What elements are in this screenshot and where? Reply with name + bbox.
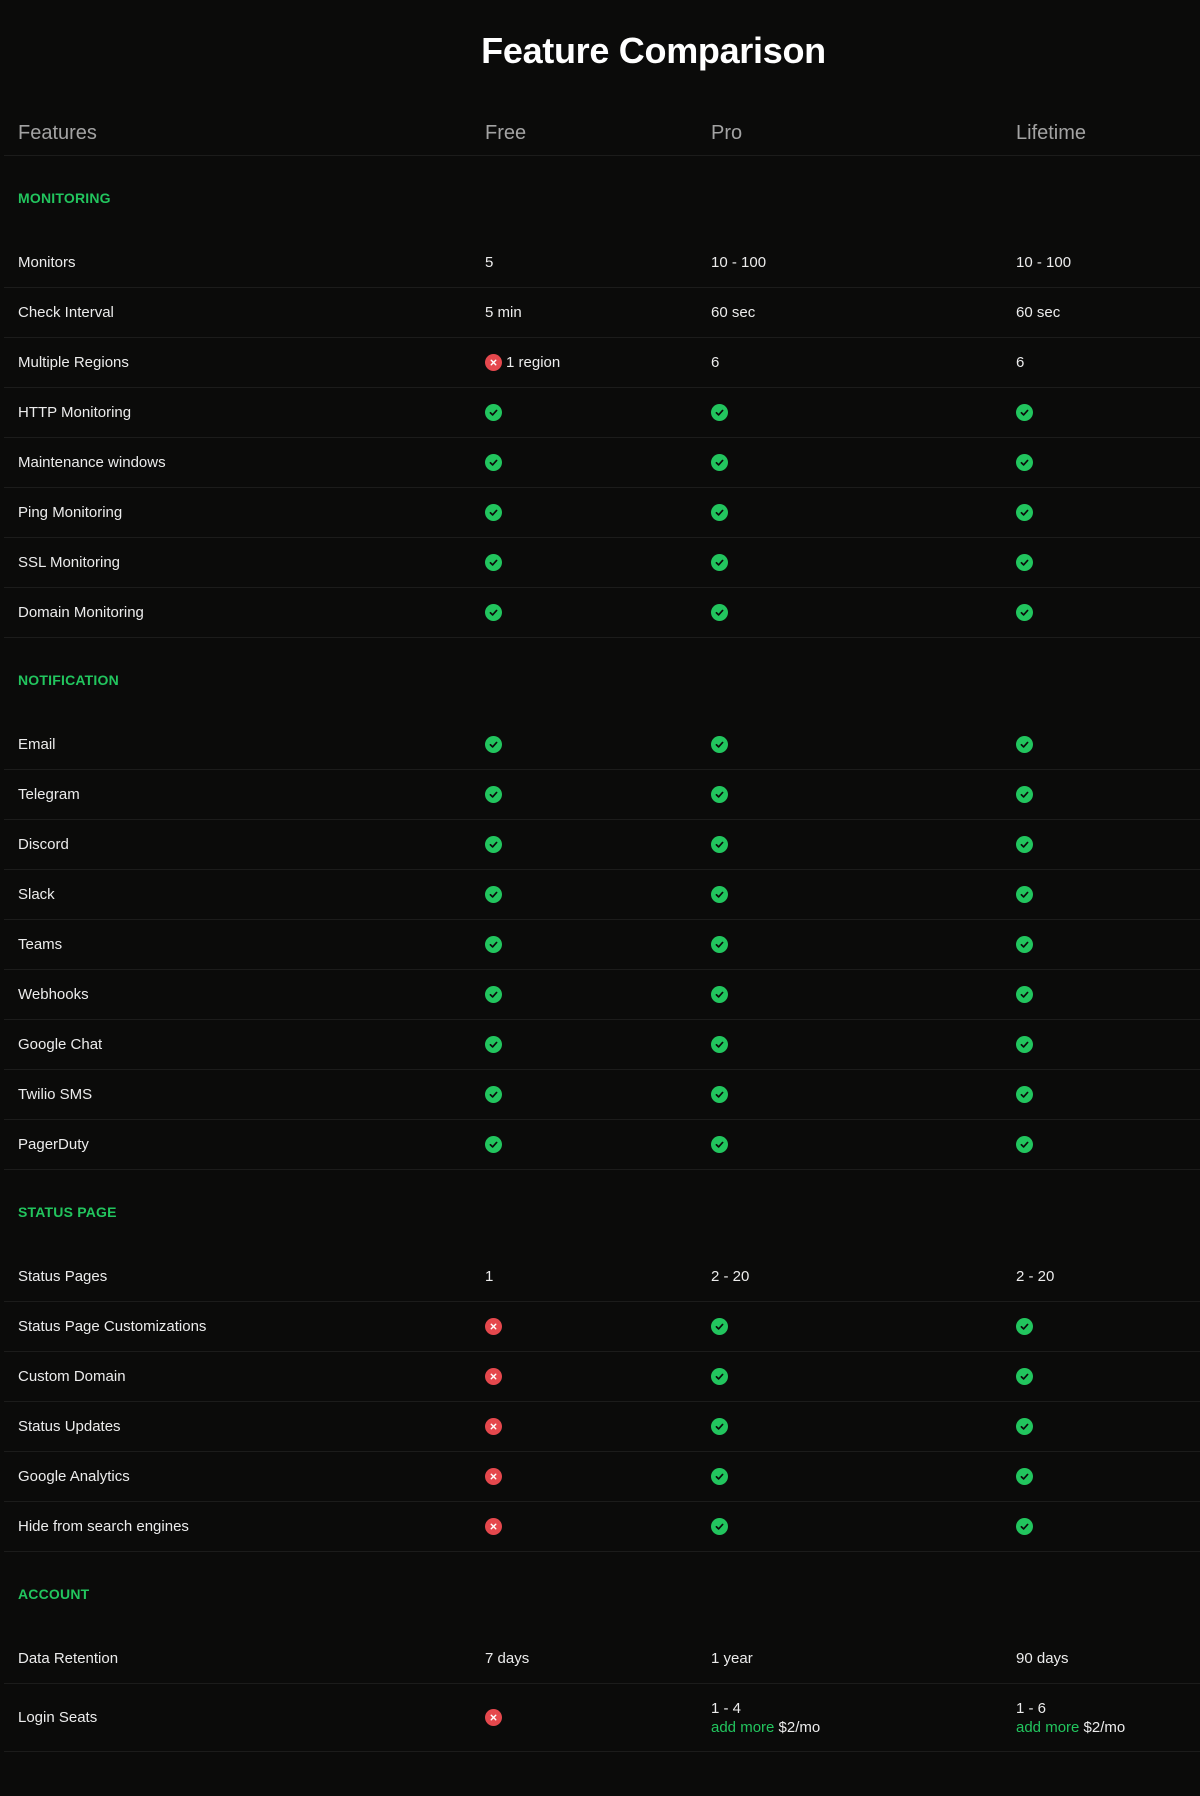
cell-pro (711, 438, 728, 487)
cell-value: 1 - 6 (1016, 1699, 1047, 1717)
add-more-line (1016, 1718, 1125, 1737)
header-pro: Pro (711, 122, 743, 144)
cell-pro (711, 770, 728, 819)
cell-value: 5 (485, 254, 494, 271)
section-header-row (4, 1170, 1200, 1252)
check-circle-icon (1016, 886, 1033, 903)
cell-lifetime (1016, 1452, 1033, 1501)
cell-free (485, 288, 522, 337)
cell-lifetime (1016, 238, 1071, 287)
cell-lifetime (1016, 538, 1033, 587)
check-circle-icon (1016, 1136, 1033, 1153)
cell-lifetime (1016, 1352, 1033, 1401)
x-circle-icon (485, 1518, 502, 1535)
check-circle-icon (485, 404, 502, 421)
cell-pro (711, 1070, 728, 1119)
cell-pro (711, 488, 728, 537)
cell-value: 1 (485, 1268, 494, 1285)
table-row (4, 588, 1200, 638)
cell-pro (711, 1402, 728, 1451)
table-row (4, 1452, 1200, 1502)
cell-pro (711, 1634, 753, 1683)
check-circle-icon (1016, 736, 1033, 753)
feature-label: Discord (18, 836, 69, 853)
check-circle-icon (485, 1086, 502, 1103)
cell-pro (711, 1684, 820, 1751)
cell-free (485, 1302, 502, 1351)
table-row (4, 1502, 1200, 1552)
check-circle-icon (1016, 1318, 1033, 1335)
feature-label: HTTP Monitoring (18, 404, 132, 421)
check-circle-icon (485, 786, 502, 803)
cell-lifetime (1016, 1634, 1069, 1683)
x-circle-icon (485, 1318, 502, 1335)
cell-lifetime (1016, 970, 1033, 1019)
cell-pro (711, 720, 728, 769)
add-more-link[interactable]: add more (711, 1718, 775, 1736)
table-row (4, 720, 1200, 770)
cell-free (485, 538, 502, 587)
check-circle-icon (1016, 454, 1033, 471)
check-circle-icon (711, 936, 728, 953)
feature-label: Teams (18, 936, 63, 953)
page-title: Feature Comparison (481, 30, 826, 71)
cell-free (485, 1352, 502, 1401)
table-row (4, 1120, 1200, 1170)
cell-pro (711, 1452, 728, 1501)
cell-free (485, 770, 502, 819)
x-circle-icon (485, 1468, 502, 1485)
cell-value: 60 sec (711, 304, 756, 321)
add-more-link[interactable]: add more (1016, 1718, 1080, 1736)
feature-label: Telegram (18, 786, 80, 803)
check-circle-icon (711, 554, 728, 571)
x-circle-icon (485, 1709, 502, 1726)
cell-free (485, 870, 502, 919)
check-circle-icon (711, 454, 728, 471)
check-circle-icon (1016, 554, 1033, 571)
cell-lifetime (1016, 338, 1024, 387)
cell-free (485, 388, 502, 437)
check-circle-icon (1016, 604, 1033, 621)
cell-lifetime (1016, 1502, 1033, 1551)
cell-lifetime (1016, 1020, 1033, 1069)
seat-price: $2/mo (778, 1718, 821, 1736)
check-circle-icon (711, 786, 728, 803)
cell-pro (711, 970, 728, 1019)
table-row (4, 870, 1200, 920)
check-circle-icon (1016, 504, 1033, 521)
feature-label: Google Analytics (18, 1468, 130, 1485)
table-row (4, 970, 1200, 1020)
cell-free (485, 1120, 502, 1169)
check-circle-icon (485, 936, 502, 953)
check-circle-icon (1016, 1086, 1033, 1103)
cell-pro (711, 388, 728, 437)
feature-label: Google Chat (18, 1036, 103, 1053)
feature-label: Ping Monitoring (18, 504, 123, 521)
cell-value: 5 min (485, 304, 522, 321)
cell-free (485, 1502, 502, 1551)
feature-label: Data Retention (18, 1650, 119, 1667)
check-circle-icon (711, 1086, 728, 1103)
check-circle-icon (711, 1518, 728, 1535)
table-row (4, 1302, 1200, 1352)
check-circle-icon (485, 736, 502, 753)
check-circle-icon (711, 836, 728, 853)
check-circle-icon (1016, 1518, 1033, 1535)
section-header-row (4, 156, 1200, 238)
cell-free (485, 1452, 502, 1501)
cell-value: 90 days (1016, 1650, 1069, 1667)
cell-lifetime (1016, 1302, 1033, 1351)
feature-label: Status Updates (18, 1418, 121, 1435)
section-title: NOTIFICATION (18, 672, 119, 688)
cell-free (485, 970, 502, 1019)
feature-label: Status Page Customizations (18, 1318, 207, 1335)
feature-label: Status Pages (18, 1268, 108, 1285)
check-circle-icon (1016, 1036, 1033, 1053)
feature-label: Custom Domain (18, 1368, 126, 1385)
cell-pro (711, 1302, 728, 1351)
cell-free (485, 438, 502, 487)
cell-pro (711, 1502, 728, 1551)
cell-lifetime (1016, 388, 1033, 437)
table-row (4, 1070, 1200, 1120)
check-circle-icon (485, 554, 502, 571)
cell-free (485, 338, 560, 387)
cell-free (485, 488, 502, 537)
feature-label: Multiple Regions (18, 354, 129, 371)
cell-lifetime (1016, 1120, 1033, 1169)
table-row (4, 288, 1200, 338)
feature-label: Twilio SMS (18, 1086, 93, 1103)
check-circle-icon (1016, 936, 1033, 953)
feature-label: Slack (18, 886, 55, 903)
feature-label: Monitors (18, 254, 76, 271)
cell-pro (711, 820, 728, 869)
cell-lifetime (1016, 720, 1033, 769)
x-circle-icon (485, 354, 502, 371)
cell-free (485, 1684, 502, 1751)
feature-label: Webhooks (18, 986, 89, 1003)
table-row (4, 1684, 1200, 1752)
cell-free (485, 820, 502, 869)
check-circle-icon (485, 1036, 502, 1053)
check-circle-icon (711, 1136, 728, 1153)
table-row (4, 338, 1200, 388)
feature-label: Check Interval (18, 304, 114, 321)
cell-lifetime (1016, 870, 1033, 919)
check-circle-icon (1016, 836, 1033, 853)
check-circle-icon (711, 736, 728, 753)
check-circle-icon (711, 504, 728, 521)
cell-free (485, 588, 502, 637)
check-circle-icon (485, 886, 502, 903)
section-header-row (4, 638, 1200, 720)
cell-pro (711, 870, 728, 919)
table-row (4, 488, 1200, 538)
cell-pro (711, 1352, 728, 1401)
cell-free (485, 238, 493, 287)
add-more-line (711, 1718, 820, 1737)
check-circle-icon (485, 454, 502, 471)
cell-stack (711, 1699, 820, 1737)
cell-value: 7 days (485, 1650, 530, 1667)
table-row (4, 238, 1200, 288)
header-free: Free (485, 122, 527, 144)
table-row (4, 770, 1200, 820)
check-circle-icon (485, 836, 502, 853)
table-header-row (4, 108, 1200, 156)
check-circle-icon (1016, 1418, 1033, 1435)
check-circle-icon (1016, 986, 1033, 1003)
x-circle-icon (485, 1368, 502, 1385)
table-row (4, 820, 1200, 870)
cell-pro (711, 238, 766, 287)
cell-value: 6 (711, 354, 720, 371)
cell-value: 60 sec (1016, 304, 1061, 321)
cell-pro (711, 288, 755, 337)
cell-pro (711, 588, 728, 637)
check-circle-icon (485, 1136, 502, 1153)
cell-value: 1 - 4 (711, 1699, 742, 1717)
cell-free (485, 1402, 502, 1451)
check-circle-icon (711, 604, 728, 621)
check-circle-icon (711, 886, 728, 903)
check-circle-icon (1016, 1468, 1033, 1485)
cell-lifetime (1016, 1402, 1033, 1451)
cell-value: 1 year (711, 1650, 753, 1667)
cell-pro (711, 1252, 749, 1301)
header-features: Features (18, 122, 97, 144)
check-circle-icon (485, 504, 502, 521)
cell-lifetime (1016, 820, 1033, 869)
header-lifetime: Lifetime (1016, 122, 1087, 144)
section-title: STATUS PAGE (18, 1204, 117, 1220)
check-circle-icon (711, 1318, 728, 1335)
cell-lifetime (1016, 288, 1060, 337)
cell-value: 10 - 100 (1016, 254, 1072, 271)
cell-free (485, 1070, 502, 1119)
cell-pro (711, 538, 728, 587)
cell-lifetime (1016, 1252, 1054, 1301)
feature-label: SSL Monitoring (18, 554, 120, 571)
check-circle-icon (1016, 786, 1033, 803)
table-row (4, 538, 1200, 588)
table-row (4, 1352, 1200, 1402)
cell-lifetime (1016, 770, 1033, 819)
feature-label: Email (18, 736, 56, 753)
cell-lifetime (1016, 588, 1033, 637)
cell-pro (711, 920, 728, 969)
cell-lifetime (1016, 920, 1033, 969)
check-circle-icon (711, 1368, 728, 1385)
check-circle-icon (711, 404, 728, 421)
table-row (4, 1020, 1200, 1070)
cell-pro (711, 1120, 728, 1169)
cell-value: 6 (1016, 354, 1025, 371)
table-row (4, 920, 1200, 970)
cell-value: 2 - 20 (711, 1268, 750, 1285)
cell-lifetime (1016, 438, 1033, 487)
cell-lifetime (1016, 488, 1033, 537)
check-circle-icon (485, 604, 502, 621)
cell-pro (711, 338, 719, 387)
cell-value: 2 - 20 (1016, 1268, 1055, 1285)
feature-comparison-table (4, 108, 1200, 1752)
cell-value: 1 region (506, 354, 561, 371)
cell-stack (1016, 1699, 1125, 1737)
cell-free (485, 920, 502, 969)
table-row (4, 1402, 1200, 1452)
cell-lifetime (1016, 1070, 1033, 1119)
feature-label: Hide from search engines (18, 1518, 189, 1535)
section-title: ACCOUNT (18, 1586, 90, 1602)
feature-label: Maintenance windows (18, 454, 166, 471)
section-title: MONITORING (18, 190, 111, 206)
check-circle-icon (711, 1036, 728, 1053)
cell-value: 10 - 100 (711, 254, 767, 271)
table-row (4, 1634, 1200, 1684)
seat-price: $2/mo (1083, 1718, 1126, 1736)
cell-pro (711, 1020, 728, 1069)
check-circle-icon (1016, 1368, 1033, 1385)
table-row (4, 1252, 1200, 1302)
cell-lifetime (1016, 1684, 1125, 1751)
feature-label: Login Seats (18, 1709, 98, 1726)
table-row (4, 438, 1200, 488)
check-circle-icon (1016, 404, 1033, 421)
section-header-row (4, 1552, 1200, 1634)
check-circle-icon (711, 1468, 728, 1485)
x-circle-icon (485, 1418, 502, 1435)
cell-free (485, 1252, 493, 1301)
check-circle-icon (711, 986, 728, 1003)
cell-free (485, 720, 502, 769)
check-circle-icon (711, 1418, 728, 1435)
check-circle-icon (485, 986, 502, 1003)
cell-free (485, 1634, 529, 1683)
table-row (4, 388, 1200, 438)
feature-label: Domain Monitoring (18, 604, 144, 621)
cell-free (485, 1020, 502, 1069)
feature-label: PagerDuty (18, 1136, 89, 1153)
